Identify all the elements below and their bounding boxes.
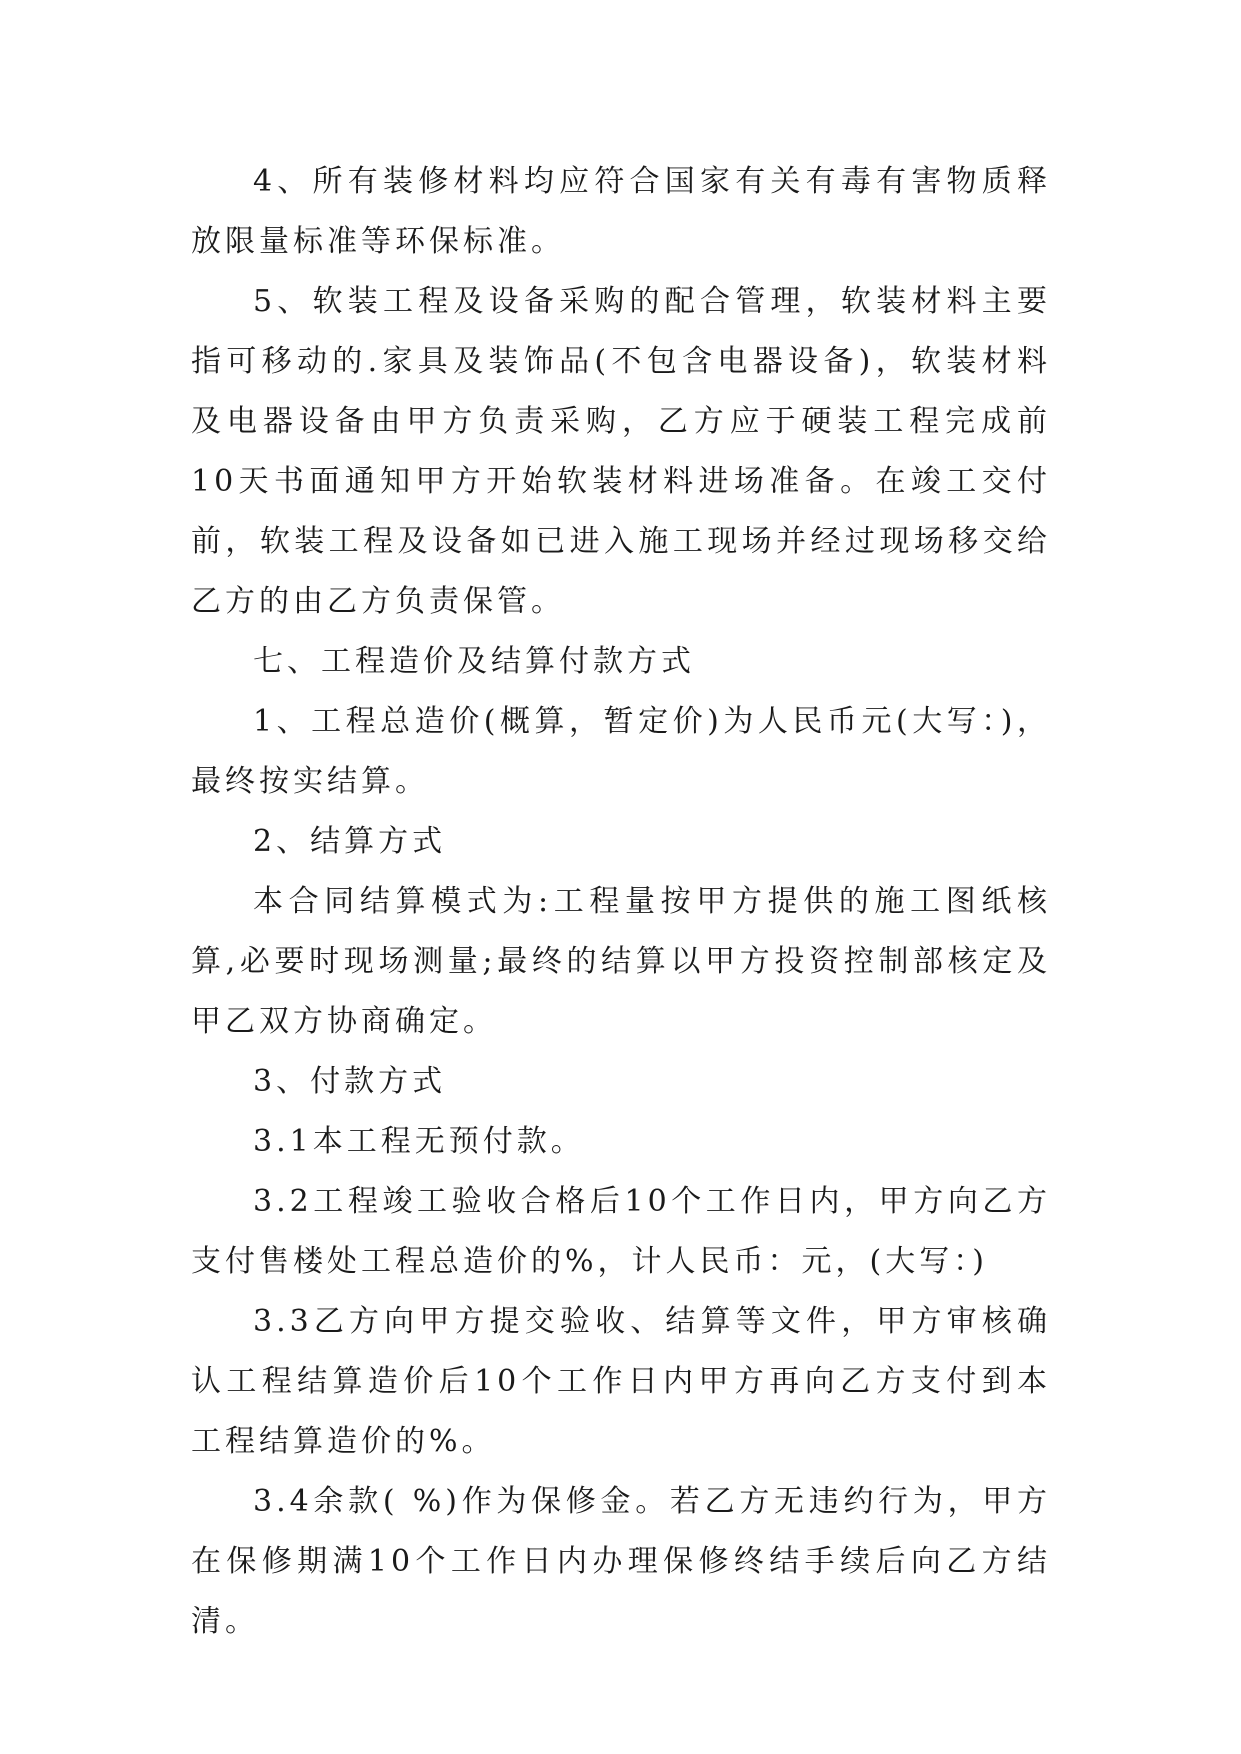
paragraph-total-cost: 1、工程总造价(概算，暂定价)为人民币元(大写：)，最终按实结算。 — [191, 704, 1051, 799]
paragraph-soft-furnishing: 5、软装工程及设备采购的配合管理，软装材料主要指可移动的.家具及装饰品(不包含电器设备)，软装材料及电器设备由甲方负责采购，乙方应于硬装工程完成前10天书面通知甲方开始软装材料进场准备。在竣工交付前，软装工程及设备如已进入施工现场并经过现场移交给乙方的由乙方负责保管。 — [191, 284, 1051, 619]
paragraph-materials-standard: 4、所有装修材料均应符合国家有关有毒有害物质释放限量标准等环保标准。 — [191, 164, 1051, 259]
subheading-settlement-method: 2、结算方式 — [253, 824, 447, 859]
paragraph-payment-3-3: 3.3乙方向甲方提交验收、结算等文件，甲方审核确认工程结算造价后10个工作日内甲方再向乙方支付到本工程结算造价的%。 — [191, 1304, 1051, 1459]
paragraph-payment-3-2: 3.2工程竣工验收合格后10个工作日内，甲方向乙方支付售楼处工程总造价的%，计人民币：元，(大写：) — [191, 1184, 1051, 1279]
document-body — [191, 152, 1051, 1652]
subheading-payment-method: 3、付款方式 — [253, 1064, 447, 1099]
paragraph-payment-3-1: 3.1本工程无预付款。 — [253, 1124, 585, 1159]
paragraph-settlement-mode: 本合同结算模式为:工程量按甲方提供的施工图纸核算,必要时现场测量;最终的结算以甲方投资控制部核定及甲乙双方协商确定。 — [191, 884, 1051, 1039]
section-heading-cost-payment: 七、工程造价及结算付款方式 — [253, 644, 695, 679]
paragraph-payment-3-4: 3.4余款( %)作为保修金。若乙方无违约行为，甲方在保修期满10个工作日内办理保修终结手续后向乙方结清。 — [191, 1484, 1051, 1639]
